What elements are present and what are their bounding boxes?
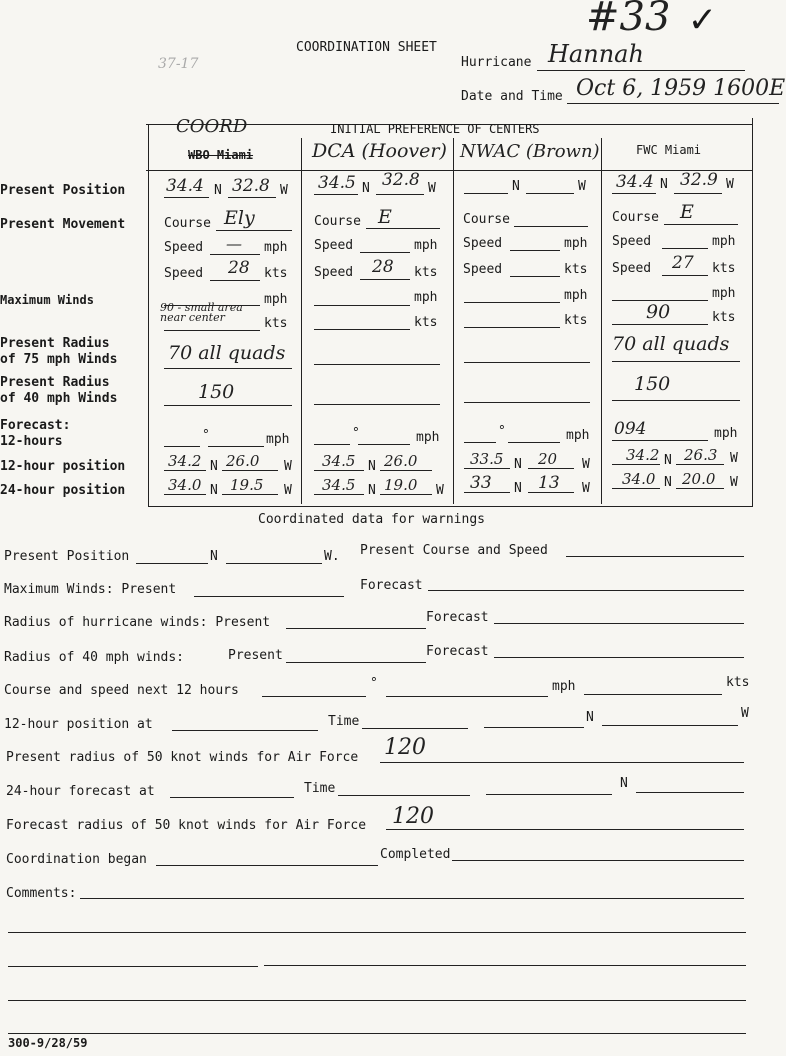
column-header-wbo: WBO Miami [188, 148, 254, 162]
c2-kts-label: kts [414, 265, 438, 280]
scribble-note: 37-17 [158, 56, 199, 72]
row-label-radius75-a: Present Radius [0, 336, 110, 351]
column-header-nwac: NWAC (Brown) [460, 141, 600, 162]
c3-max-mph-label: mph [564, 288, 588, 303]
warn-present-course-speed: Present Course and Speed [360, 543, 548, 558]
warn-w-label: W. [324, 549, 340, 564]
c4-p12-w: 26.3 [684, 446, 718, 464]
c4-n-label: N [660, 177, 668, 192]
c4-p24-n: 34.0 [622, 470, 656, 488]
c4-fc-value: 094 [614, 419, 647, 439]
c4-speed-label: Speed [612, 234, 652, 249]
check-mark-icon: ✓ [690, 0, 715, 42]
column-header-fwc: FWC Miami [636, 143, 702, 157]
c2-n-label: N [362, 181, 370, 196]
c3-n-label: N [512, 179, 520, 194]
c4-p24-w: 20.0 [682, 470, 716, 488]
c4-speed2-label: Speed [612, 261, 652, 276]
c4-fc-mph-label: mph [714, 426, 738, 441]
c2-p24-n-label: N [368, 483, 376, 498]
c2-p24-w: 19.0 [384, 476, 418, 494]
c3-p24-n-label: N [514, 481, 522, 496]
c4-mph-label: mph [712, 234, 736, 249]
c2-p12-n-label: N [368, 459, 376, 474]
c3-p24-w: 13 [538, 473, 560, 493]
c1-max-mph-label: mph [264, 292, 288, 307]
warn-radius40-forecast: Forecast [426, 644, 489, 659]
c4-p24-n-label: N [664, 475, 672, 490]
c2-w-label: W [428, 181, 436, 196]
warn-coord-began: Coordination began [6, 852, 147, 867]
c1-p24-w-label: W [284, 483, 292, 498]
c2-speed-kts-value: 28 [372, 257, 394, 277]
c1-max-winds-value: 90 - small area near center [160, 301, 243, 324]
c4-p12-w-label: W [730, 451, 738, 466]
row-label-present-position: Present Position [0, 183, 126, 198]
warn-fc24-at: 24-hour forecast at [6, 784, 155, 799]
c1-p12-n-label: N [210, 459, 218, 474]
c3-speed2-label: Speed [463, 262, 503, 277]
warn-radius40-label: Radius of 40 mph winds: [4, 650, 185, 665]
c4-p12-n: 34.2 [626, 446, 660, 464]
c1-p12-w: 26.0 [226, 452, 260, 470]
table-group-title: INITIAL PREFERENCE OF CENTERS [330, 122, 540, 136]
c2-fc-deg: ° [352, 426, 360, 441]
c4-max-mph-label: mph [712, 286, 736, 301]
hurricane-value: Hannah [548, 40, 644, 68]
c1-p24-w: 19.5 [230, 476, 264, 494]
c3-p24-n: 33 [470, 473, 492, 493]
date-time-label: Date and Time [461, 89, 563, 104]
row-label-present-movement: Present Movement [0, 217, 126, 232]
c2-pos-w: 32.8 [382, 170, 420, 190]
form-number: 300-9/28/59 [8, 1036, 88, 1050]
c1-n-label: N [214, 183, 222, 198]
c1-speed-label: Speed [164, 240, 204, 255]
c1-speed-kts-value: 28 [228, 258, 250, 278]
c4-max-winds-value: 90 [646, 301, 671, 323]
c3-p12-w: 20 [538, 450, 558, 468]
warn-course-speed-12: Course and speed next 12 hours [4, 683, 239, 698]
c2-pos-n: 34.5 [318, 173, 356, 193]
c3-fc-mph-label: mph [566, 428, 590, 443]
row-label-12h-position: 12-hour position [0, 459, 126, 474]
warn-radius-hurricane-present: Radius of hurricane winds: Present [4, 615, 271, 630]
warnings-title: Coordinated data for warnings [258, 512, 485, 527]
c1-speed2-label: Speed [164, 266, 204, 281]
hurricane-label: Hurricane [461, 55, 532, 70]
warn-completed: Completed [380, 847, 451, 862]
c2-fc-mph-label: mph [416, 430, 440, 445]
row-label-maximum-winds: Maximum Winds [0, 293, 94, 307]
c1-fc-deg: ° [202, 428, 210, 443]
warn-pos12-time: Time [328, 714, 360, 729]
c2-course-value: E [378, 206, 392, 228]
c4-kts-label: kts [712, 261, 736, 276]
row-label-radius40-b: of 40 mph Winds [0, 391, 118, 406]
c3-p12-w-label: W [582, 457, 590, 472]
warn-radius50-forecast-value: 120 [392, 804, 434, 829]
c2-course-label: Course [314, 214, 361, 229]
warn-comments: Comments: [6, 886, 77, 901]
c3-kts-label: kts [564, 262, 588, 277]
warn-radius50-present: Present radius of 50 knot winds for Air Force [6, 750, 359, 765]
c1-fc-mph-label: mph [266, 432, 290, 447]
c2-p12-w: 26.0 [384, 452, 418, 470]
c2-p12-n: 34.5 [322, 452, 356, 470]
c2-max-mph-label: mph [414, 290, 438, 305]
row-label-forecast-a: Forecast: [0, 418, 71, 433]
table-bottom-rule [148, 506, 753, 507]
warn-fc24-n: N [620, 776, 628, 791]
c1-kts-label: kts [264, 266, 288, 281]
column-header-dca: DCA (Hoover) [312, 140, 447, 162]
coord-note: COORD [176, 116, 248, 137]
c3-mph-label: mph [564, 236, 588, 251]
c4-pos-n: 34.4 [616, 172, 654, 192]
c2-speed2-label: Speed [314, 265, 354, 280]
warn-n-label: N [210, 549, 218, 564]
c1-p12-n: 34.2 [168, 452, 202, 470]
c1-pos-w: 32.8 [232, 176, 270, 196]
c4-pos-w: 32.9 [680, 170, 718, 190]
warn-pos12-w: W [741, 706, 749, 721]
c4-course-label: Course [612, 210, 659, 225]
c3-speed-label: Speed [463, 236, 503, 251]
c4-max-kts-label: kts [712, 310, 736, 325]
warn-radius-hurricane-forecast: Forecast [426, 610, 489, 625]
c2-speed-label: Speed [314, 238, 354, 253]
warn-radius50-forecast: Forecast radius of 50 knot winds for Air Force [6, 818, 367, 833]
row-label-radius75-b: of 75 mph Winds [0, 352, 118, 367]
c1-pos-n: 34.4 [166, 176, 204, 196]
c4-p24-w-label: W [730, 475, 738, 490]
c1-w-label: W [280, 183, 288, 198]
table-header-rule [146, 170, 753, 171]
c1-course-value: Ely [224, 207, 255, 229]
warn-present-position: Present Position [4, 549, 130, 564]
c4-p12-n-label: N [664, 453, 672, 468]
sheet-number: #33 [586, 0, 671, 40]
warn-pos12-n: N [586, 710, 594, 725]
c1-p24-n: 34.0 [168, 476, 202, 494]
c1-p12-w-label: W [284, 459, 292, 474]
c2-max-kts-label: kts [414, 315, 438, 330]
c1-course-label: Course [164, 216, 211, 231]
c3-w-label: W [578, 179, 586, 194]
c4-r40-value: 150 [634, 373, 671, 395]
row-label-radius40-a: Present Radius [0, 375, 110, 390]
c1-max-kts-label: kts [264, 316, 288, 331]
warn-radius50-present-value: 120 [384, 735, 426, 760]
c1-mph-label: mph [264, 240, 288, 255]
warn-radius40-present: Present [228, 648, 283, 663]
c2-p24-w-label: W [436, 483, 444, 498]
row-label-forecast-b: 12-hours [0, 434, 63, 449]
c4-r75-value: 70 all quads [612, 333, 730, 355]
warn-course-deg: ° [370, 676, 378, 691]
c4-course-value: E [680, 201, 694, 223]
c4-speed-kts-value: 27 [672, 253, 694, 273]
c4-w-label: W [726, 177, 734, 192]
c3-p24-w-label: W [582, 481, 590, 496]
c3-course-label: Course [463, 212, 510, 227]
warn-fc24-time: Time [304, 781, 336, 796]
c1-p24-n-label: N [210, 483, 218, 498]
c2-p24-n: 34.5 [322, 476, 356, 494]
warn-max-winds-present: Maximum Winds: Present [4, 582, 177, 597]
warn-pos12-at: 12-hour position at [4, 717, 153, 732]
c1-speed-mph-value: — [226, 234, 242, 253]
c2-mph-label: mph [414, 238, 438, 253]
c3-max-kts-label: kts [564, 313, 588, 328]
warn-course-mph: mph [552, 679, 576, 694]
date-time-value: Oct 6, 1959 1600E [576, 76, 786, 101]
row-label-24h-position: 24-hour position [0, 483, 126, 498]
c3-p12-n: 33.5 [470, 450, 504, 468]
c3-p12-n-label: N [514, 457, 522, 472]
c1-r40-value: 150 [198, 381, 235, 403]
page-title: COORDINATION SHEET [296, 40, 437, 55]
c1-r75-value: 70 all quads [168, 342, 286, 364]
warn-max-winds-forecast: Forecast [360, 578, 423, 593]
warn-course-kts: kts [726, 675, 750, 690]
c3-fc-deg: ° [498, 424, 506, 439]
